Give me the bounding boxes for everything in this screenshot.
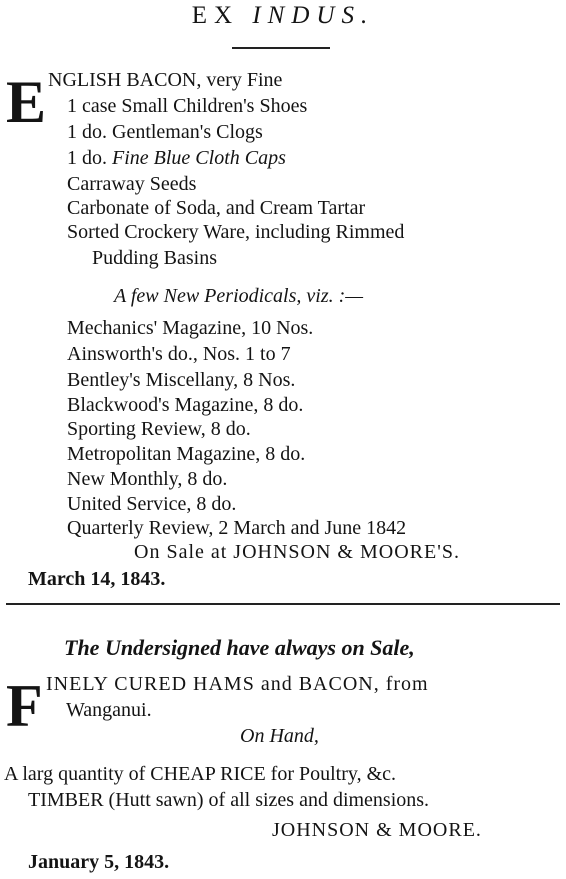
item-line: Pudding Basins: [92, 247, 218, 269]
long-divider: [6, 603, 560, 605]
ad1-date: March 14, 1843.: [28, 568, 166, 590]
periodical-line: New Monthly, 8 do.: [67, 468, 228, 490]
ad2-date: January 5, 1843.: [28, 851, 170, 873]
periodical-line: Ainsworth's do., Nos. 1 to 7: [67, 343, 291, 365]
item-line: Carraway Seeds: [67, 173, 197, 195]
item-line: Sorted Crockery Ware, including Rimmed: [67, 221, 405, 243]
sale-line: On Sale at JOHNSON & MOORE'S.: [134, 541, 460, 563]
periodical-line: Blackwood's Magazine, 8 do.: [67, 394, 304, 416]
drop-cap-f: F: [6, 673, 43, 739]
periodical-line: United Service, 8 do.: [67, 493, 237, 515]
periodical-line: Bentley's Miscellany, 8 Nos.: [67, 369, 296, 391]
ad-title: [0, 2, 566, 30]
short-divider: [232, 47, 330, 49]
ad1-first-line: NGLISH BACON, very Fine: [48, 69, 283, 91]
timber-line: TIMBER (Hutt sawn) of all sizes and dimensions.: [28, 789, 430, 811]
item-line-prefix: 1 do.: [67, 147, 112, 169]
on-hand-line: On Hand,: [240, 725, 319, 747]
ad-title-prefix: EX: [191, 2, 240, 29]
item-line: 1 do. Gentleman's Clogs: [67, 121, 263, 143]
periodical-line: Metropolitan Magazine, 8 do.: [67, 443, 306, 465]
item-line-italic: Fine Blue Cloth Caps: [112, 147, 286, 169]
periodicals-heading: A few New Periodicals, viz. :—: [114, 285, 364, 307]
item-line: Carbonate of Soda, and Cream Tartar: [67, 197, 366, 219]
ad-title-ship: INDUS.: [252, 2, 375, 29]
periodical-line: Quarterly Review, 2 March and June 1842: [67, 517, 407, 539]
drop-cap-e: E: [6, 69, 47, 135]
ad2-heading: The Undersigned have always on Sale,: [64, 635, 415, 660]
ad2-first-line: INELY CURED HAMS and BACON, from: [46, 673, 429, 695]
rice-line: A larg quantity of CHEAP RICE for Poultry, &c.: [4, 763, 397, 785]
item-line: [67, 146, 286, 170]
periodical-line: Mechanics' Magazine, 10 Nos.: [67, 317, 314, 339]
item-line: 1 case Small Children's Shoes: [67, 95, 308, 117]
signature: JOHNSON & MOORE.: [272, 819, 482, 841]
periodical-line: Sporting Review, 8 do.: [67, 418, 251, 440]
ad2-second-line: Wanganui.: [66, 699, 152, 721]
